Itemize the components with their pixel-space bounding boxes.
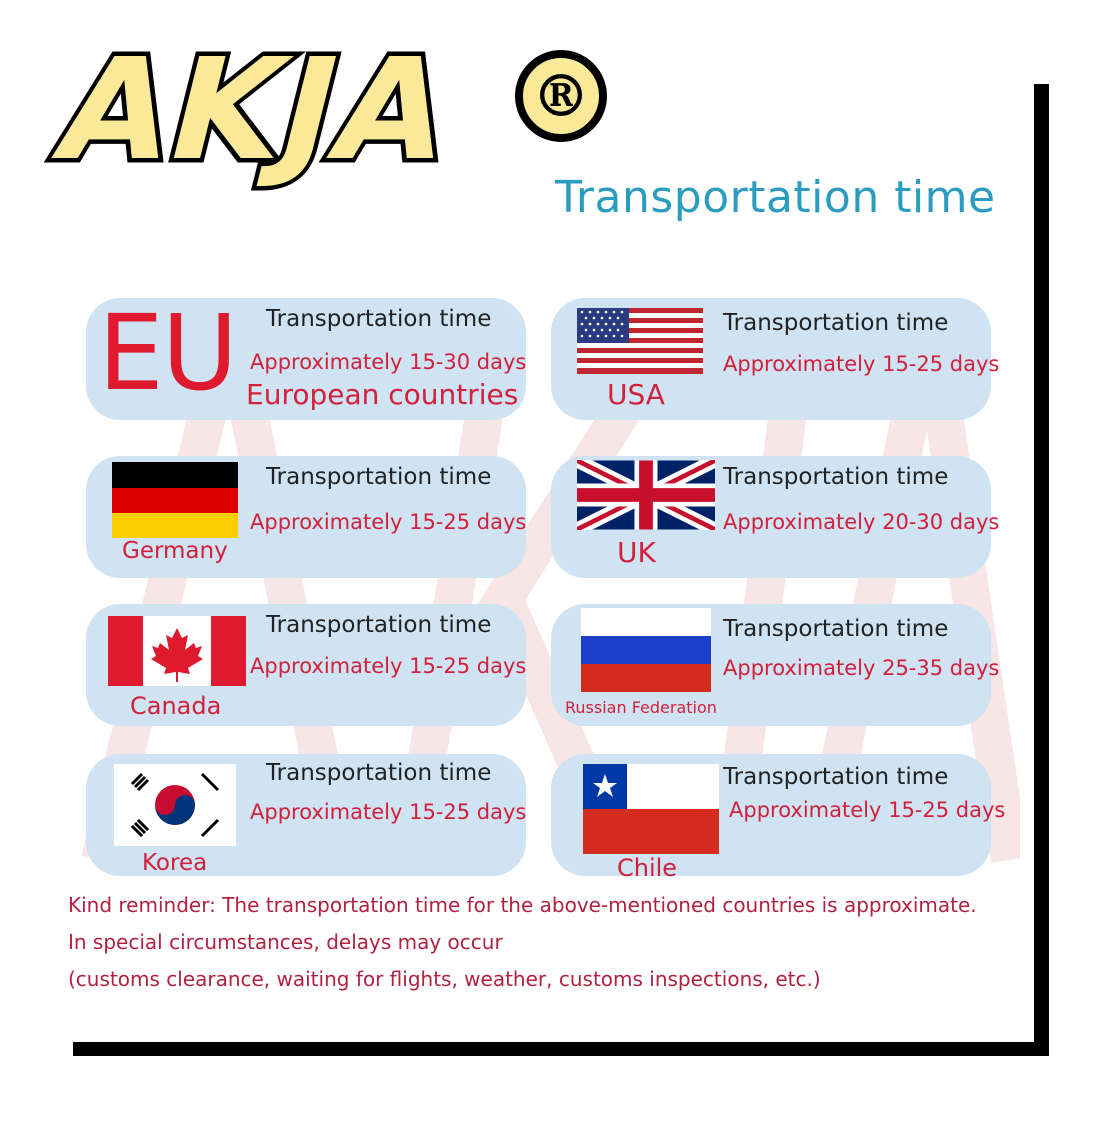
card-chile bbox=[551, 754, 1006, 882]
card-country: Chile bbox=[617, 854, 678, 882]
card-country: Korea bbox=[142, 850, 208, 876]
brand-logo-text: AKJA bbox=[42, 28, 469, 192]
card-heading: Transportation time bbox=[723, 310, 949, 336]
russia-flag-icon bbox=[581, 608, 711, 692]
card-russia bbox=[551, 604, 1000, 726]
card-country: Canada bbox=[130, 692, 222, 720]
card-germany bbox=[86, 456, 526, 578]
uk-flag-icon bbox=[577, 460, 715, 530]
korea-flag-icon bbox=[114, 764, 236, 846]
registered-mark: ® bbox=[532, 62, 590, 130]
brand-logo bbox=[18, 8, 618, 198]
card-country: European countries bbox=[246, 378, 519, 411]
card-heading: Transportation time bbox=[266, 612, 492, 638]
germany-flag-icon bbox=[112, 462, 238, 538]
canada-flag-icon bbox=[108, 616, 246, 686]
card-duration: Approximately 15-25 days bbox=[250, 800, 527, 824]
card-duration: Approximately 15-25 days bbox=[729, 798, 1006, 822]
usa-flag-icon bbox=[577, 308, 703, 374]
card-heading: Transportation time bbox=[723, 616, 949, 642]
reminder-line-1: Kind reminder: The transportation time for the above-mentioned countries is approximate. bbox=[68, 893, 977, 917]
card-korea bbox=[86, 754, 526, 876]
card-country: Russian Federation bbox=[565, 698, 717, 717]
card-duration: Approximately 15-30 days bbox=[250, 350, 527, 374]
reminder-line-2: In special circumstances, delays may occur bbox=[68, 930, 503, 954]
card-eu bbox=[86, 292, 527, 420]
card-heading: Transportation time bbox=[266, 760, 492, 786]
card-heading: Transportation time bbox=[723, 764, 949, 790]
card-uk bbox=[551, 456, 1000, 578]
card-heading: Transportation time bbox=[266, 306, 492, 332]
card-country: UK bbox=[617, 536, 656, 569]
card-duration: Approximately 20-30 days bbox=[723, 510, 1000, 534]
card-duration: Approximately 15-25 days bbox=[723, 352, 1000, 376]
page-title: Transportation time bbox=[555, 172, 996, 223]
card-country: Germany bbox=[122, 538, 228, 564]
card-duration: Approximately 25-35 days bbox=[723, 656, 1000, 680]
card-country: USA bbox=[607, 378, 665, 411]
reminder-line-3: (customs clearance, waiting for flights, weather, customs inspections, etc.) bbox=[68, 967, 821, 991]
card-duration: Approximately 15-25 days bbox=[250, 654, 527, 678]
card-heading: Transportation time bbox=[266, 464, 492, 490]
chile-flag-icon bbox=[583, 764, 719, 854]
card-duration: Approximately 15-25 days bbox=[250, 510, 527, 534]
card-usa bbox=[551, 298, 1000, 420]
eu-text: EU bbox=[98, 292, 236, 414]
card-heading: Transportation time bbox=[723, 464, 949, 490]
card-canada bbox=[86, 604, 526, 726]
